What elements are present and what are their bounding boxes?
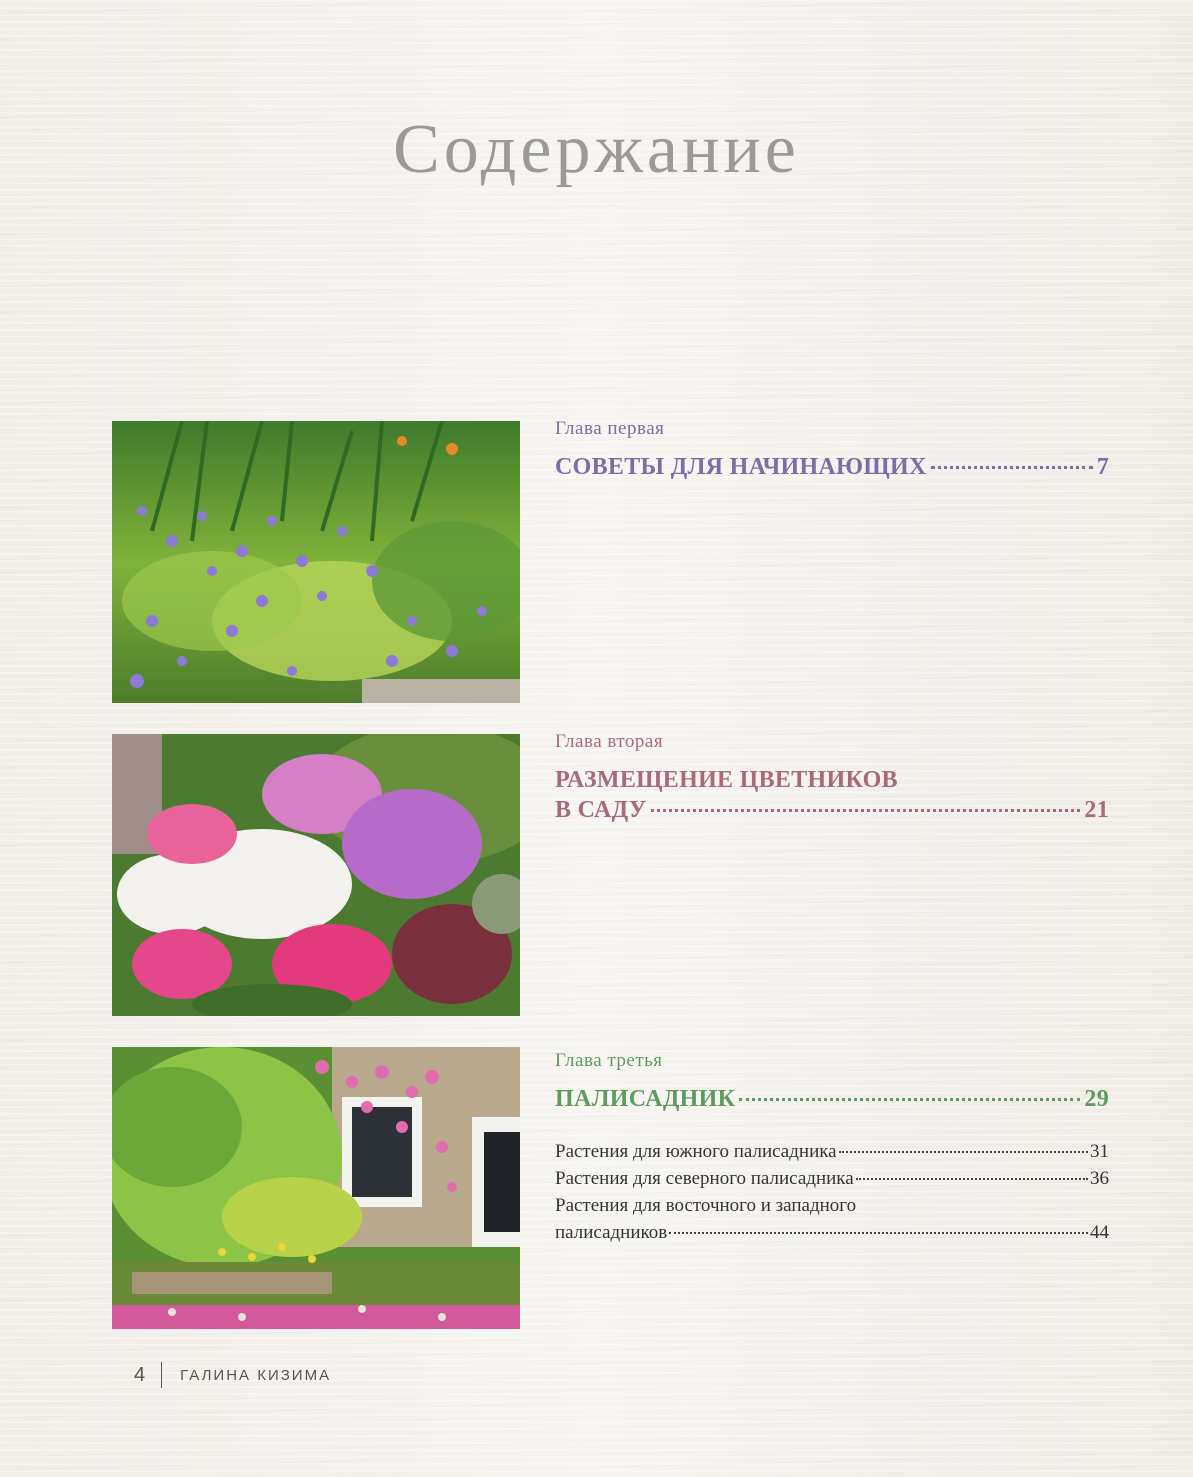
chapter-1-entry [555, 418, 1109, 482]
dot-leader [839, 1151, 1088, 1153]
dot-leader [669, 1232, 1088, 1234]
subsection-title: Растения для южного палисадника [555, 1141, 837, 1162]
subsection-title-line-1: Растения для восточного и западного [555, 1195, 857, 1216]
chapter-page-number: 7 [1096, 454, 1109, 480]
page-title: Содержание [393, 111, 800, 188]
chapter-label: Глава вторая [555, 731, 664, 752]
chapter-heading[interactable] [555, 765, 1109, 825]
chapter-label: Глава первая [555, 418, 665, 439]
dot-leader [739, 1098, 1080, 1101]
subsection-page-number: 36 [1090, 1168, 1109, 1189]
dot-leader [931, 466, 1093, 469]
chapter-title: СОВЕТЫ ДЛЯ НАЧИНАЮЩИХ [555, 454, 927, 480]
dot-leader [856, 1178, 1088, 1180]
chapter-page-number: 21 [1084, 797, 1109, 823]
subsection-item[interactable] [555, 1192, 1109, 1246]
chapter-label: Глава третья [555, 1050, 663, 1071]
subsection-list [555, 1138, 1109, 1246]
page-footer [134, 1362, 331, 1388]
chapter-3-entry [555, 1050, 1109, 1246]
garden-photo-phlox [112, 734, 520, 1016]
footer-divider [161, 1362, 162, 1388]
subsection-title: Растения для северного палисадника [555, 1168, 854, 1189]
chapter-heading[interactable] [555, 1084, 1109, 1114]
footer-author: ГАЛИНА КИЗИМА [180, 1366, 332, 1384]
chapter-title-line-2: В САДУ [555, 797, 647, 823]
chapter-title-line-1: РАЗМЕЩЕНИЕ ЦВЕТНИКОВ [555, 767, 898, 793]
chapter-title: ПАЛИСАДНИК [555, 1086, 736, 1112]
dot-leader [651, 809, 1081, 812]
footer-page-number: 4 [134, 1363, 146, 1386]
garden-photo-purple-flowers [112, 421, 520, 703]
subsection-page-number: 44 [1090, 1222, 1109, 1243]
subsection-title-line-2: палисадников [555, 1222, 668, 1243]
chapter-heading[interactable] [555, 452, 1109, 482]
garden-photo-front-garden [112, 1047, 520, 1329]
subsection-page-number: 31 [1090, 1141, 1109, 1162]
subsection-item[interactable] [555, 1138, 1109, 1165]
chapter-2-entry [555, 731, 1109, 825]
subsection-item[interactable] [555, 1165, 1109, 1192]
chapter-page-number: 29 [1084, 1086, 1109, 1112]
